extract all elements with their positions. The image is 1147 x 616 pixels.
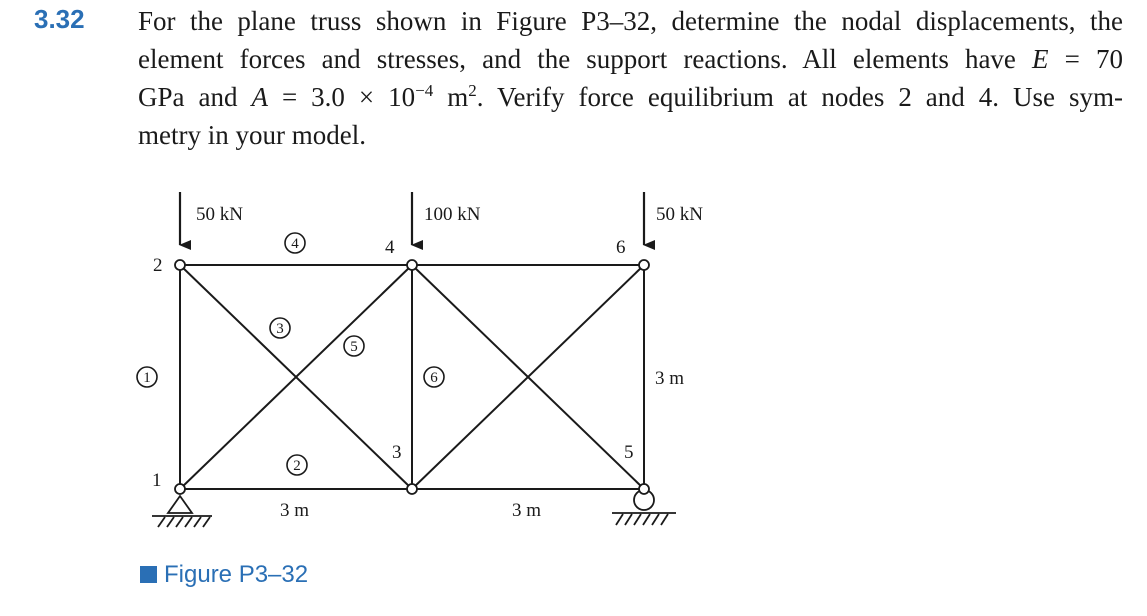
line3-rest: . Verify force equilibrium at nodes 2 and 4. Use sym-: [476, 82, 1123, 112]
dimension-left-span: 3 m: [280, 500, 310, 521]
load-label-node-4: 100 kN: [424, 204, 481, 225]
joint-node-1: [175, 484, 185, 494]
symbol-A: A: [251, 82, 268, 112]
truss-members: [180, 265, 644, 489]
line2-text: element forces and stresses, and the support reactions. All elements have: [138, 44, 1033, 74]
area-unit-exponent: 2: [468, 81, 477, 100]
load-label-node-2: 50 kN: [196, 204, 243, 225]
node-label-1: 1: [152, 470, 162, 491]
dimension-right-span: 3 m: [512, 500, 542, 521]
node-label-5: 5: [624, 442, 634, 463]
area-unit: m: [433, 82, 469, 112]
figure-caption-text: Figure P3–32: [164, 561, 309, 588]
pin-support-left: [152, 496, 212, 527]
element-label-2: 2: [293, 458, 301, 474]
area-value: = 3.0 × 10: [267, 82, 416, 112]
node-label-2: 2: [153, 255, 163, 276]
node-label-3: 3: [392, 442, 402, 463]
statement-line-1: For the plane truss shown in Figure P3–32, determine the nodal displacements, the: [138, 6, 1123, 36]
symbol-E: E: [1032, 44, 1049, 74]
element-label-3: 3: [276, 321, 284, 337]
joint-node-2: [175, 260, 185, 270]
line2-value: = 70: [1048, 44, 1123, 74]
node-label-6: 6: [616, 237, 626, 258]
load-arrows: [180, 192, 644, 245]
area-exponent: −4: [415, 81, 434, 100]
line3-text: GPa and: [138, 82, 252, 112]
figure-caption: [140, 561, 308, 589]
load-label-node-6: 50 kN: [656, 204, 703, 225]
node-label-4: 4: [385, 237, 395, 258]
caption-square-icon: [140, 566, 157, 583]
element-label-6: 6: [430, 370, 438, 386]
element-label-1: 1: [143, 370, 151, 386]
dimension-height: 3 m: [655, 368, 685, 389]
statement-line-4: metry in your model.: [138, 120, 366, 150]
element-label-5: 5: [350, 339, 358, 355]
joint-node-5: [639, 484, 649, 494]
roller-support-right: [612, 490, 676, 525]
joint-node-3: [407, 484, 417, 494]
joint-node-6: [639, 260, 649, 270]
joint-node-4: [407, 260, 417, 270]
problem-number: 3.32: [34, 4, 85, 34]
element-label-4: 4: [291, 236, 299, 252]
